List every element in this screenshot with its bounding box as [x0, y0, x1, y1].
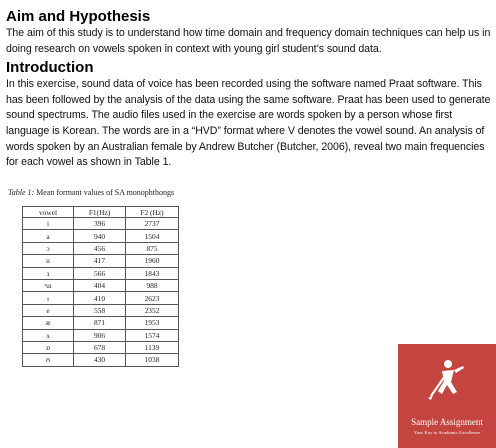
- f2-cell: 2623: [126, 292, 179, 304]
- f2-cell: 1953: [126, 317, 179, 329]
- table-row: [23, 304, 179, 316]
- table-caption-label: Table 1:: [8, 188, 35, 197]
- f1-cell: 456: [74, 242, 126, 254]
- table-row: [23, 292, 179, 304]
- vowel-cell: a: [23, 230, 74, 242]
- table-row: [23, 329, 179, 341]
- brand-tagline: Your Key to Academic Excellence: [413, 430, 481, 435]
- f2-cell: 2352: [126, 304, 179, 316]
- vowel-cell: u: [23, 255, 74, 267]
- f1-cell: 396: [74, 218, 126, 230]
- vowel-cell: æ: [23, 317, 74, 329]
- header-vowel: vowel: [23, 207, 74, 218]
- vowel-cell: ɒ: [23, 341, 74, 353]
- table-caption: [8, 188, 174, 197]
- person-arrow-icon: [427, 358, 467, 402]
- f2-cell: 1574: [126, 329, 179, 341]
- table-row: [23, 354, 179, 366]
- f1-cell: 906: [74, 329, 126, 341]
- vowel-cell: ᵊuɪ: [23, 279, 74, 291]
- vowel-cell: ɪ: [23, 292, 74, 304]
- vowel-cell: ʌ: [23, 329, 74, 341]
- f1-cell: 566: [74, 267, 126, 279]
- table-row: [23, 341, 179, 353]
- f1-cell: 871: [74, 317, 126, 329]
- f2-cell: 1038: [126, 354, 179, 366]
- f1-cell: 558: [74, 304, 126, 316]
- vowel-cell: ʊ: [23, 354, 74, 366]
- f1-cell: 404: [74, 279, 126, 291]
- brand-logo: [398, 344, 496, 448]
- aim-paragraph: The aim of this study is to understand how time domain and frequency domain techniques can help us in doing research on vowels spoken in context with young girl student’s sound data.: [6, 27, 491, 55]
- f1-cell: 940: [74, 230, 126, 242]
- header-f1: F1(Hz): [74, 207, 126, 218]
- introduction-heading: Introduction: [6, 59, 94, 77]
- table-row: [23, 317, 179, 329]
- formant-table: [22, 206, 179, 367]
- f2-cell: 875: [126, 242, 179, 254]
- f2-cell: 988: [126, 279, 179, 291]
- aim-heading: Aim and Hypothesis: [6, 8, 151, 25]
- f2-cell: 1960: [126, 255, 179, 267]
- vowel-cell: ɔ: [23, 242, 74, 254]
- document-body: [6, 8, 492, 171]
- f1-cell: 417: [74, 255, 126, 267]
- f2-cell: 1843: [126, 267, 179, 279]
- header-f2: F2 (Hz): [126, 207, 179, 218]
- vowel-cell: e: [23, 304, 74, 316]
- introduction-paragraph: In this exercise, sound data of voice has been recorded using the software named Praat software. This has been followed by the analysis of the data using the same software. Praat has been used to generate sound spectrums. The audio files used in the exercise are words spoken by a person whose first language is Korean. The words are in a “HVD” format where V denotes the vowel sound. An analysis of words spoken by an Australian female by Andrew Butcher (Butcher, 2006), reveal two main frequencies for each vowel as shown in Table 1.: [6, 78, 491, 169]
- table-row: [23, 230, 179, 242]
- f1-cell: 430: [74, 354, 126, 366]
- f2-cell: 1139: [126, 341, 179, 353]
- vowel-cell: з: [23, 267, 74, 279]
- table-row: [23, 242, 179, 254]
- table-row: [23, 218, 179, 230]
- f1-cell: 410: [74, 292, 126, 304]
- vowel-cell: i: [23, 218, 74, 230]
- f1-cell: 678: [74, 341, 126, 353]
- table-caption-text: Mean formant values of SA monophthongs: [34, 188, 175, 197]
- f2-cell: 1504: [126, 230, 179, 242]
- brand-name: Sample Assignment: [411, 417, 483, 427]
- table-row: [23, 267, 179, 279]
- f2-cell: 2737: [126, 218, 179, 230]
- table-row: [23, 279, 179, 291]
- table-header-row: [23, 207, 179, 218]
- table-row: [23, 255, 179, 267]
